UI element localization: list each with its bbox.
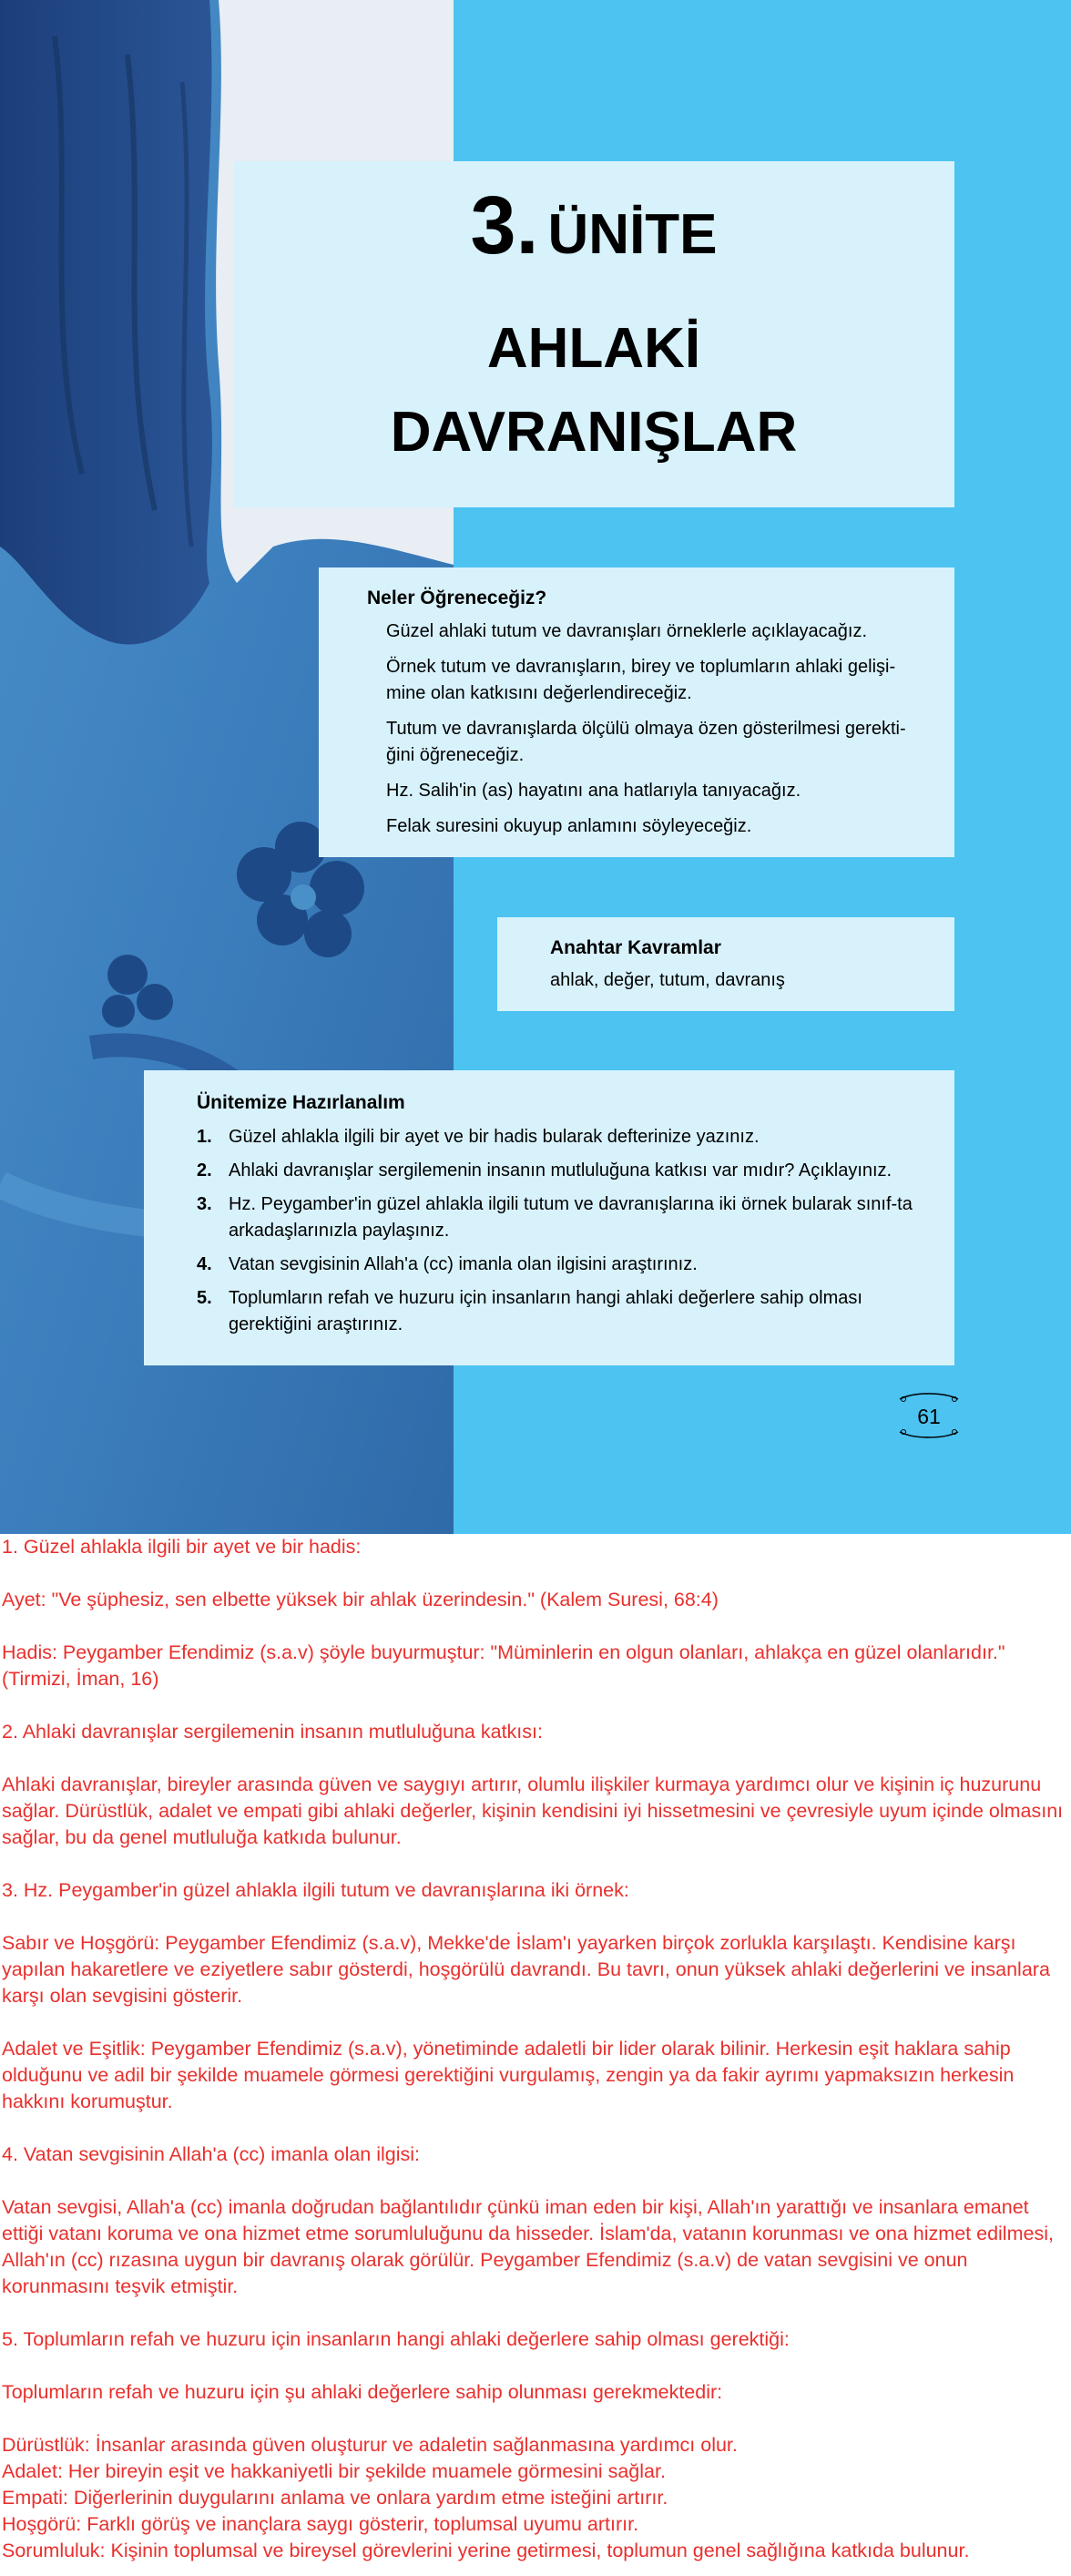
item-number: 3.: [197, 1194, 212, 1214]
answer-3-example-1: Sabır ve Hoşgörü: Peygamber Efendimiz (s.a.v), Mekke'de İslam'ı yayarken birçok zorlukla karşılaştı. Kendisine karşı yapılan hakaretlere ve eziyetlere sabır gösterdi, hoşgörülü davrandı. Bu tavrı, onun yüksek ahlaki değerlerini ve insanlara karşı olan sevgisini gösterir.: [2, 1932, 1050, 2007]
list-item: [197, 1124, 925, 1150]
unit-title-line-1: AHLAKİ: [486, 317, 701, 380]
preparation-heading: Ünitemize Hazırlanalım: [197, 1092, 405, 1113]
learning-objectives-box: [319, 567, 954, 857]
item-number: 2.: [197, 1160, 212, 1181]
answer-3-example-2: Adalet ve Eşitlik: Peygamber Efendimiz (s.a.v), yönetiminde adaletli bir lider olarak bilinir. Herkesin eşit haklara sahip olduğunu ve adil bir şekilde muamele görmesi gerektiğini vurgulamış, zengin ya da fakir ayrımı yapmaksızın herkesin hakkını korumuştur.: [2, 2038, 1015, 2112]
list-item: [197, 1158, 925, 1184]
answer-4-heading: 4. Vatan sevgisinin Allah'a (cc) imanla olan ilgisi:: [2, 2143, 421, 2165]
answer-2-text: Ahlaki davranışlar, bireyler arasında güven ve saygıyı artırır, olumlu ilişkiler kurmaya yardımcı olur ve kişinin iç huzurunu sağlar. Dürüstlük, adalet ve empati gibi ahlaki değerler, kişinin kendisini iyi hissetmesini ve çevresiyle uyum içinde olmasını sağlar, bu da genel mutluluğa katkıda bulunur.: [2, 1774, 1064, 1848]
answer-2-heading: 2. Ahlaki davranışlar sergilemenin insanın mutluluğuna katkısı:: [2, 1721, 543, 1743]
key-concepts-heading: Anahtar Kavramlar: [550, 937, 721, 958]
preparation-box: [144, 1070, 954, 1365]
answer-1-heading: 1. Güzel ahlakla ilgili bir ayet ve bir hadis:: [2, 1536, 362, 1558]
unit-number: 3.: [470, 180, 539, 271]
learning-objectives-heading: Neler Öğreneceğiz?: [367, 588, 547, 608]
answers-section: [2, 1534, 1064, 2564]
answer-4-text: Vatan sevgisi, Allah'a (cc) imanla doğrudan bağlantılıdır çünkü iman eden bir kişi, Allah'ın yarattığı ve insanlara emanet ettiği vatanı koruma ve ona hizmet etme sorumluluğunu da hisseder. İslam'da, vatanın korunması ve ona hizmet edilmesi, Allah'ın (cc) rızasına uygun bir davranış olarak görülür. Peygamber Efendimiz (s.a.v) de vatan sevgisini ve onun korunmasını teşvik etmiştir.: [2, 2196, 1054, 2297]
list-item: [197, 1191, 925, 1244]
item-text: Ahlaki davranışlar sergilemenin insanın mutluluğuna katkısı var mıdır? Açıklayınız.: [229, 1160, 892, 1181]
answer-5-intro: Toplumların refah ve huzuru için şu ahlaki değerlere sahip olunması gerekmektedir:: [2, 2381, 723, 2403]
item-text: Vatan sevgisinin Allah'a (cc) imanla olan ilgisini araştırınız.: [229, 1254, 698, 1274]
unit-title-box: [233, 161, 954, 507]
answer-1-hadis: Hadis: Peygamber Efendimiz (s.a.v) şöyle buyurmuştur: "Müminlerin en olgun olanları, ahlakça en güzel olanlarıdır." (Tirmizi, İman, 16): [2, 1641, 1005, 1690]
page-number: 61: [917, 1405, 941, 1428]
item-number: 4.: [197, 1254, 212, 1274]
list-item: Tutum ve davranışlarda ölçülü olmaya özen gösterilmesi gerekti-ğini öğreneceğiz.: [386, 719, 906, 765]
list-item: Hz. Salih'in (as) hayatını ana hatlarıyla tanıyacağız.: [386, 781, 801, 801]
learning-objectives-list: [386, 618, 933, 849]
value-item: Sorumluluk: Kişinin toplumsal ve bireysel görevlerini yerine getirmesi, toplumun genel sağlığına katkıda bulunur.: [2, 2540, 970, 2561]
unit-title-line-2: DAVRANIŞLAR: [390, 401, 798, 464]
preparation-list: [197, 1124, 925, 1345]
value-item: Adalet: Her bireyin eşit ve hakkaniyetli bir şekilde muamele görmesini sağlar.: [2, 2460, 666, 2482]
key-concepts-value: ahlak, değer, tutum, davranış: [550, 970, 785, 990]
answer-5-heading: 5. Toplumların refah ve huzuru için insanların hangi ahlaki değerlere sahip olması gerektiği:: [2, 2328, 790, 2350]
page-number-badge: [896, 1392, 962, 1439]
unit-heading: [233, 179, 954, 273]
value-item: Dürüstlük: İnsanlar arasında güven oluşturur ve adaletin sağlanmasına yardımcı olur.: [2, 2434, 738, 2456]
item-text: Güzel ahlakla ilgili bir ayet ve bir hadis bularak defterinize yazınız.: [229, 1127, 760, 1147]
item-text: Toplumların refah ve huzuru için insanların hangi ahlaki değerlere sahip olması gerektiğini araştırınız.: [229, 1288, 862, 1334]
unit-word: ÜNİTE: [547, 203, 718, 266]
item-number: 1.: [197, 1127, 212, 1147]
list-item: Örnek tutum ve davranışların, birey ve toplumların ahlaki gelişi-mine olan katkısını değerlendireceğiz.: [386, 657, 896, 703]
list-item: Felak suresini okuyup anlamını söyleyeceğiz.: [386, 816, 752, 836]
value-item: Hoşgörü: Farklı görüş ve inançlara saygı gösterir, toplumsal uyumu artırır.: [2, 2513, 639, 2535]
item-text: Hz. Peygamber'in güzel ahlakla ilgili tutum ve davranışlarına iki örnek bularak sınıf-ta arkadaşlarınızla paylaşınız.: [229, 1194, 913, 1241]
key-concepts-box: [497, 917, 954, 1011]
answer-1-ayet: Ayet: "Ve şüphesiz, sen elbette yüksek bir ahlak üzerindesin." (Kalem Suresi, 68:4): [2, 1589, 719, 1610]
unit-title: [233, 307, 954, 475]
list-item: [197, 1285, 925, 1338]
list-item: [197, 1252, 925, 1278]
item-number: 5.: [197, 1288, 212, 1308]
answer-3-heading: 3. Hz. Peygamber'in güzel ahlakla ilgili tutum ve davranışlarına iki örnek:: [2, 1879, 629, 1901]
value-item: Empati: Diğerlerinin duygularını anlama ve onlara yardım etme isteğini artırır.: [2, 2487, 668, 2509]
list-item: Güzel ahlaki tutum ve davranışları örneklerle açıklayacağız.: [386, 621, 868, 641]
